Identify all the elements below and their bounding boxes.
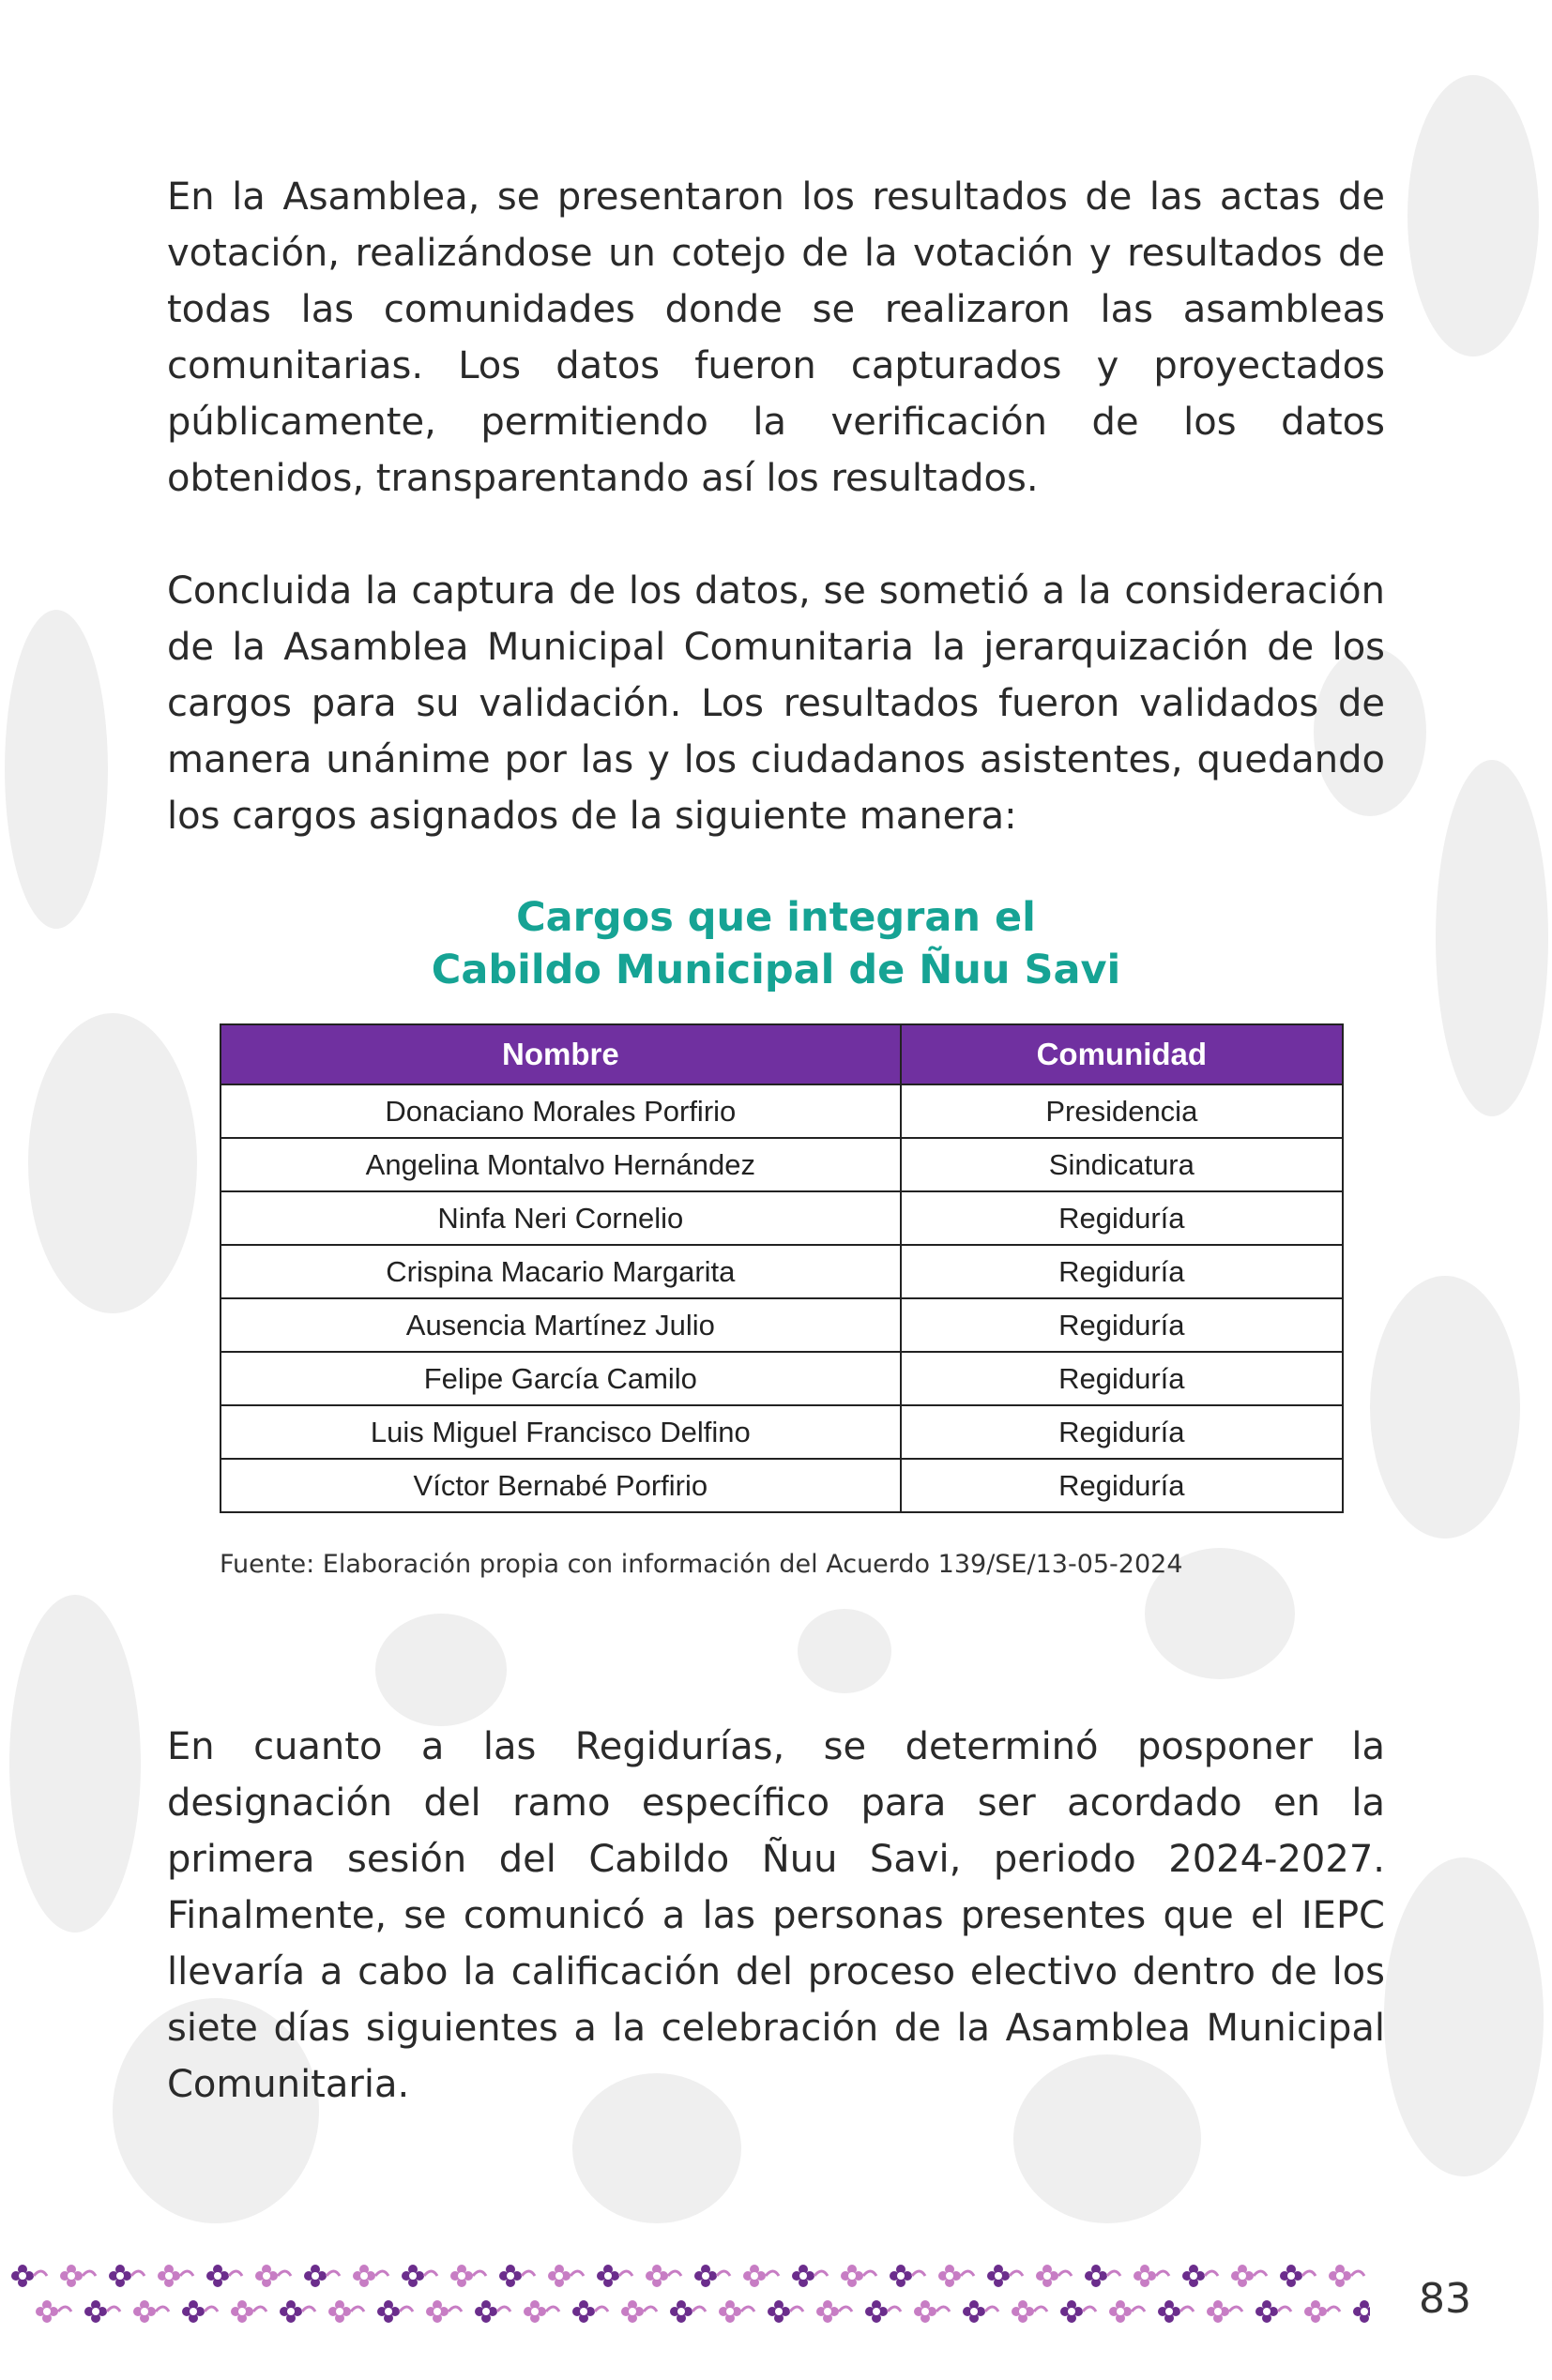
cargos-table [220,1023,1344,1513]
flower-motif [524,2300,559,2323]
cell-comunidad: Regiduría [901,1405,1343,1459]
flower-motif [670,2300,706,2323]
flower-motif [1012,2300,1047,2323]
flower-motif [1231,2265,1267,2287]
table-header-row [221,1024,1343,1084]
cell-nombre: Ninfa Neri Cornelio [221,1191,901,1245]
cell-nombre: Luis Miguel Francisco Delfino [221,1405,901,1459]
page-number: 83 [1419,2275,1471,2323]
flower-motif [426,2300,462,2323]
cell-comunidad: Regiduría [901,1191,1343,1245]
embroidered-border [0,2259,1370,2334]
flower-motif [231,2300,266,2323]
table-row [221,1352,1343,1405]
header-nombre: Nombre [221,1024,901,1084]
table-row [221,1138,1343,1191]
table-row [221,1298,1343,1352]
paragraph-asamblea-resultados: En la Asamblea, se presentaron los resultados de las actas de votación, realizándose un cotejo de la votación y resultados de todas las comunidades donde se realizaron las asambleas comunitarias. Los datos fueron capturados y proyectados públicamente, permitiendo la verificación de los datos obtenidos, transparentando así los resultados. [167,175,1385,500]
flower-motif [865,2300,901,2323]
flower-motif [914,2300,950,2323]
flower-motif [963,2300,998,2323]
table-title-line-2: Cabildo Municipal de Ñuu Savi [431,947,1121,993]
table-row [221,1245,1343,1298]
flower-motif [255,2265,291,2287]
table-source-note: Fuente: Elaboración propia con información del Acuerdo 139/SE/13-05-2024 [220,1550,1183,1579]
flower-motif [938,2265,974,2287]
flower-motif [743,2265,779,2287]
flower-motif [597,2265,632,2287]
flower-motif [1036,2265,1072,2287]
flower-motif [1207,2300,1242,2323]
flower-motif [109,2265,145,2287]
cell-nombre: Ausencia Martínez Julio [221,1298,901,1352]
cell-comunidad: Sindicatura [901,1138,1343,1191]
flower-motif [182,2300,218,2323]
flower-motif [1134,2265,1169,2287]
table-row [221,1459,1343,1512]
flower-motif [646,2265,681,2287]
flower-motif [841,2265,876,2287]
paragraph-regidurias: En cuanto a las Regidurías, se determinó posponer la designación del ramo específico para ser acordado en la primera sesión del Cabildo Ñuu Savi, periodo 2024-2027. Finalmente, se comunicó a las personas presentes que el IEPC llevaría a cabo la calificación del proceso electivo dentro de los siete días siguientes a la celebración de la Asamblea Municipal Comunitaria. [167,1725,1385,2106]
table-title [0,891,1552,996]
flower-motif [719,2300,754,2323]
cell-comunidad: Regiduría [901,1459,1343,1512]
flower-motif [548,2265,584,2287]
flower-motif [1182,2265,1218,2287]
flower-motif [475,2300,510,2323]
cell-nombre: Donaciano Morales Porfirio [221,1084,901,1138]
flower-motif [36,2300,71,2323]
flower-motif [816,2300,852,2323]
flower-motif [1304,2300,1340,2323]
flower-motif [572,2300,608,2323]
flower-motif [328,2300,364,2323]
flower-motif [133,2300,169,2323]
table-title-line-1: Cargos que integran el [516,894,1036,941]
flower-motif [987,2265,1023,2287]
cell-comunidad: Regiduría [901,1245,1343,1298]
flower-motif [353,2265,388,2287]
table-row [221,1084,1343,1138]
flower-motif [694,2265,730,2287]
paragraph-jerarquizacion-cargos: Concluida la captura de los datos, se sometió a la consideración de la Asamblea Municipal Comunitaria la jerarquización de los cargos para su validación. Los resultados fueron validados de manera unánime por las y los ciudadanos asistentes, quedando los cargos asignados de la siguiente manera: [167,569,1385,838]
flower-motif [792,2265,828,2287]
flower-motif [1255,2300,1291,2323]
cell-nombre: Crispina Macario Margarita [221,1245,901,1298]
flower-motif [206,2265,242,2287]
table-row [221,1191,1343,1245]
flower-motif [768,2300,803,2323]
cell-comunidad: Presidencia [901,1084,1343,1138]
flower-motif [280,2300,315,2323]
table-row [221,1405,1343,1459]
flower-motif [1353,2300,1370,2323]
flower-motif [84,2300,120,2323]
flower-motif [1329,2265,1364,2287]
cell-nombre: Felipe García Camilo [221,1352,901,1405]
flower-motif [60,2265,96,2287]
flower-motif [890,2265,925,2287]
cell-nombre: Angelina Montalvo Hernández [221,1138,901,1191]
flower-motif [402,2265,437,2287]
cell-comunidad: Regiduría [901,1298,1343,1352]
flower-motif [158,2265,193,2287]
cell-comunidad: Regiduría [901,1352,1343,1405]
flower-motif [1158,2300,1194,2323]
flower-motif [304,2265,340,2287]
cell-nombre: Víctor Bernabé Porfirio [221,1459,901,1512]
flower-motif [11,2265,47,2287]
flower-motif [377,2300,413,2323]
flower-motif [1109,2300,1145,2323]
flower-motif [450,2265,486,2287]
flower-motif [1060,2300,1096,2323]
flower-motif [1280,2265,1316,2287]
header-comunidad: Comunidad [901,1024,1343,1084]
flower-motif [621,2300,657,2323]
flower-motif [499,2265,535,2287]
flower-motif [1085,2265,1120,2287]
